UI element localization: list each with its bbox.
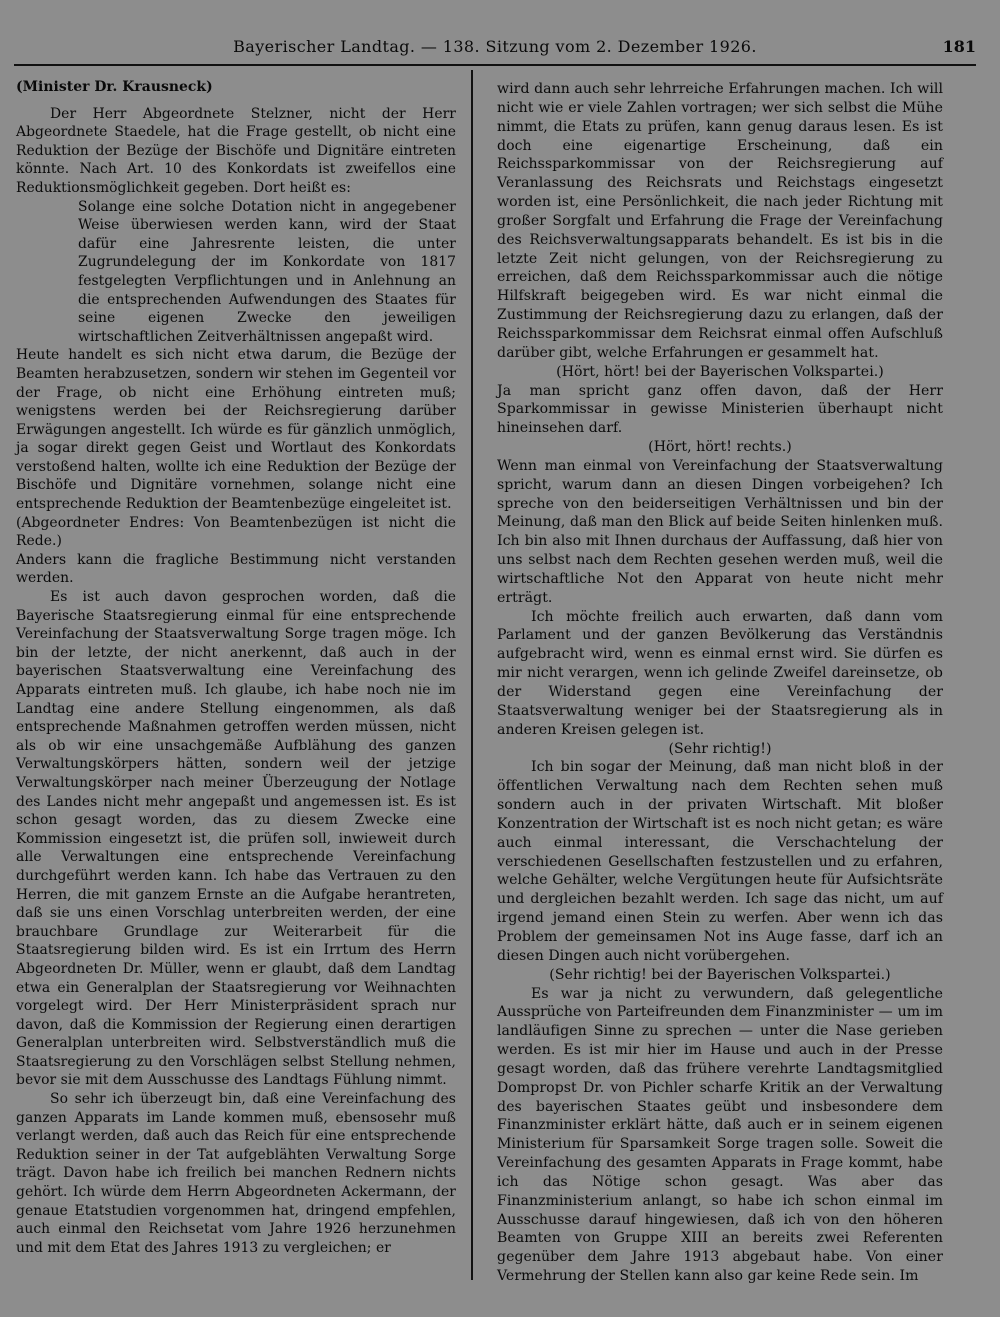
- paragraph: Es ist auch davon gesprochen worden, daß die Bayerische Staatsregierung einmal für eine entsprechende Vereinfachung der Staatsverwaltung Sorge tragen möge. Ich bin der letzte, der nicht anerkennt, daß auch in der bayerischen Staatsverwaltung eine Vereinfachung des Apparats eintreten muß. Ich glaube, ich habe noch nie im Landtag eine andere Stellung eingenommen, als daß entsprechende Maßnahmen getroffen werden müssen, nicht als ob wir eine unsachgemäße Aufblähung des ganzen Verwaltungskörpers hätten, sondern weil der jetzige Verwaltungskörper nach meiner Überzeugung der Notlage des Landes nicht mehr angepaßt und angemessen ist. Es ist schon gesagt worden, das zu diesem Zwecke eine Kommission eingesetzt ist, die prüfen soll, inwieweit durch alle Verwaltungen eine entsprechende Vereinfachung durchgeführt werden kann. Ich habe das Vertrauen zu den Herren, die mit ganzem Ernste an die Aufgabe herantreten, daß sie uns einen Vorschlag unterbreiten werden, der eine brauchbare Grundlage zur Weiterarbeit für die Staatsregierung bilden wird. Es ist ein Irrtum des Herrn Abgeordneten Dr. Müller, wenn er glaubt, daß dem Landtag etwa ein Generalplan der Staatsregierung vor Weihnachten vorgelegt wird. Der Herr Ministerpräsident sprach nur davon, daß die Kommission der Regierung einen derartigen Generalplan unterbreiten wird. Selbstverständlich muß die Staatsregierung zu den Vorschlägen selbst Stellung nehmen, bevor sie mit dem Ausschusse des Landtags Fühlung nimmt.: [16, 589, 456, 1089]
- paragraph: Wenn man einmal von Vereinfachung der Staatsverwaltung spricht, warum dann an diesen Dingen vorbeigehen? Ich spreche von den beiderseitigen Verhältnissen und bin der Meinung, daß man den Blick auf beide Seiten hinlenken muß. Ich bin also mit Ihnen durchaus der Auffassung, daß hier von uns selbst nach dem Rechten gesehen werden muß, weil die wirtschaftliche Not den Apparat von heute nicht mehr erträgt.: [497, 457, 943, 606]
- interjection: (Hört, hört! rechts.): [648, 439, 792, 456]
- block-quote: Solange eine solche Dotation nicht in angegebener Weise überwiesen werden kann, wird der Staat dafür eine Jahresrente leisten, die unter Zugrundelegung der im Konkordate von 1817 festgelegten Verpflichtungen und in Anlehnung an die entsprechenden Aufwendungen des Staates für seine eigenen Zwecke den jeweiligen wirtschaftlichen Zeitverhältnissen angepaßt wird.: [78, 198, 456, 345]
- header-rule: [14, 64, 976, 66]
- interjection: (Abgeordneter Endres: Von Beamtenbezügen ist nicht die Rede.): [16, 514, 456, 550]
- interjection: (Sehr richtig! bei der Bayerischen Volkspartei.): [549, 966, 891, 983]
- interjection: (Hört, hört! bei der Bayerischen Volkspartei.): [556, 363, 884, 380]
- right-column: [497, 80, 943, 1286]
- paragraph: Heute handelt es sich nicht etwa darum, die Bezüge der Beamten herabzusetzen, sondern wir stehen im Gegenteil vor der Frage, ob nicht eine Erhöhung eintreten muß; wenigstens werden bei der Reichsregierung darüber Erwägungen angestellt. Ich würde es für gänzlich unmöglich, ja sogar direkt gegen Geist und Wortlaut des Konkordats verstoßend halten, wollte ich eine Reduktion der Bezüge der Bischöfe und Dignitäre vornehmen, solange nicht eine entsprechende Reduktion der Beamtenbezüge eingeleitet ist.: [16, 347, 456, 513]
- running-title: Bayerischer Landtag. — 138. Sitzung vom 2. Dezember 1926.: [233, 37, 757, 56]
- page-header: [14, 34, 976, 60]
- interjection: (Sehr richtig!): [668, 740, 772, 757]
- left-column: [16, 78, 456, 1257]
- paragraph: So sehr ich überzeugt bin, daß eine Vereinfachung des ganzen Apparats im Lande kommen muß, ebensosehr muß verlangt werden, daß auch das Reich für eine entsprechende Reduktion seiner in der Tat aufgeblähten Verwaltung Sorge trägt. Davon habe ich freilich bei manchen Rednern nichts gehört. Ich würde dem Herrn Abgeordneten Ackermann, der genaue Etatstudien vorgenommen hat, dringend empfehlen, auch einmal den Reichsetat vom Jahre 1926 herzunehmen und mit dem Etat des Jahres 1913 zu vergleichen; er: [16, 1091, 456, 1256]
- paragraph: Der Herr Abgeordnete Stelzner, nicht der Herr Abgeordnete Staedele, hat die Frage gestellt, ob nicht eine Reduktion der Bezüge der Bischöfe und Dignitäre eintreten könnte. Nach Art. 10 des Konkordats ist zweifellos eine Reduktionsmöglichkeit gegeben. Dort heißt es:: [16, 105, 456, 196]
- paragraph: Anders kann die fragliche Bestimmung nicht verstanden werden.: [16, 551, 456, 587]
- speaker-label: (Minister Dr. Krausneck): [16, 79, 213, 95]
- page-number: 181: [942, 37, 976, 56]
- paragraph: Ja man spricht ganz offen davon, daß der Herr Sparkommissar in gewisse Ministerien überhaupt nicht hineinsehen darf.: [497, 382, 943, 437]
- column-divider: [471, 70, 473, 1280]
- paragraph: Ich möchte freilich auch erwarten, daß dann vom Parlament und der ganzen Bevölkerung das Verständnis aufgebracht wird, wenn es einmal ernst wird. Sie dürfen es mir nicht verargen, wenn ich gelinde Zweifel dareinsetze, ob der Widerstand gegen eine Vereinfachung der Staatsverwaltung weniger bei der Staatsregierung als in anderen Kreisen gelegen ist.: [497, 608, 943, 738]
- paragraph: wird dann auch sehr lehrreiche Erfahrungen machen. Ich will nicht wie er viele Zahlen vortragen; wer sich selbst die Mühe nimmt, die Etats zu prüfen, kann genug daraus lesen. Es ist doch eine eigenartige Erscheinung, daß ein Reichssparkommissar von der Reichsregierung auf Veranlassung des Reichsrats und Reichstags eingesetzt worden ist, eine Persönlichkeit, die nach jeder Richtung mit großer Sorgfalt und Erfahrung die Frage der Vereinfachung des Reichsverwaltungsapparats behandelt. Es ist bis in die letzte Zeit nicht gelungen, von der Reichsregierung zu erreichen, daß dem Reichssparkommissar auch die nötige Hilfskraft beigegeben wird. Es war nicht einmal die Zustimmung der Reichsregierung dazu zu erlangen, daß der Reichssparkommissar dem Reichsrat einmal offen Aufschluß darüber gibt, welche Erfahrungen er gesammelt hat.: [497, 81, 943, 361]
- paragraph: Es war ja nicht zu verwundern, daß gelegentliche Aussprüche von Parteifreunden dem Finanzminister — um im landläufigen Sinne zu sprechen — unter die Nase gerieben werden. Es ist mir hier im Hause und auch in der Presse gesagt worden, daß das frühere verehrte Landtagsmitglied Dompropst Dr. von Pichler scharfe Kritik an der Verwaltung des bayerischen Staates geübt und insbesondere dem Finanzminister erklärt hätte, daß auch er in seinem eigenen Ministerium für Sparsamkeit Sorge tragen solle. Soweit die Vereinfachung des gesamten Apparats in Frage kommt, habe ich das Nötige schon gesagt. Was aber das Finanzministerium anlangt, so habe ich schon einmal im Ausschusse darauf hingewiesen, daß ich von den höheren Beamten von Gruppe XIII an bereits zwei Referenten gegenüber dem Jahre 1913 abgebaut habe. Von einer Vermehrung der Stellen kann also gar keine Rede sein. Im: [497, 985, 943, 1285]
- paragraph: Ich bin sogar der Meinung, daß man nicht bloß in der öffentlichen Verwaltung nach dem Rechten sehen muß sondern auch in der privaten Wirtschaft. Mit bloßer Konzentration der Wirtschaft ist es noch nicht getan; es wäre auch einmal interessant, die Verschachtelung der verschiedenen Gesellschaften festzustellen und zu erfahren, welche Gehälter, welche Vergütungen heute für Aufsichtsräte und dergleichen bezahlt werden. Ich sage das nicht, um auf irgend jemand einen Stein zu werfen. Aber wenn ich das Problem der gemeinsamen Not ins Auge fasse, darf ich an diesen Dingen auch nicht vorübergehen.: [497, 759, 943, 964]
